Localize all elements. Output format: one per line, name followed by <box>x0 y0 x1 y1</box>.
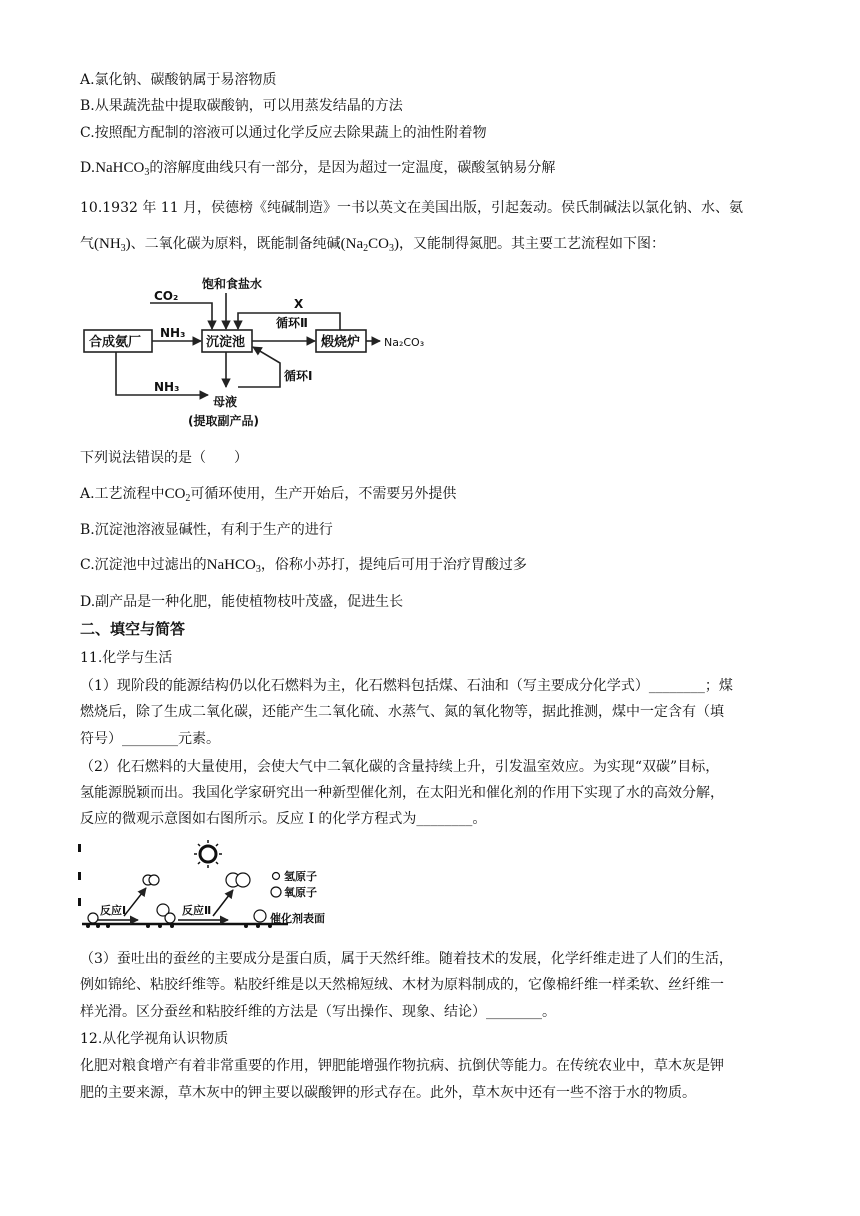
q11-p3-line3: 样光滑。区分蚕丝和粘胶纤维的方法是（写出操作、现象、结论）________。 <box>80 1004 556 1020</box>
section-title: 二、填空与简答 <box>80 620 186 638</box>
q11-p2-line1: （2）化石燃料的大量使用，会使大气中二氧化碳的含量持续上升，引发温室效应。为实现“双碳”目标， <box>80 759 720 775</box>
q12-line2: 肥的主要来源，草木灰中的钾主要以碳酸钾的形式存在。此外，草木灰中还有一些不溶于水的物质。 <box>80 1085 696 1101</box>
reaction2-label: 反应Ⅱ <box>182 904 212 917</box>
cycle2-label: 循环Ⅱ <box>276 316 308 330</box>
legend-catalyst-surface: 催化剂表面 <box>270 912 325 925</box>
hydrogen-atom-icon <box>273 873 280 880</box>
nh3-bottom-label: NH₃ <box>154 380 180 394</box>
sun-icon <box>194 840 222 868</box>
q11-p1-line2: 燃烧后，除了生成二氧化碳，还能产生二氧化硫、水蒸气、氮的氧化物等，据此推测，煤中一定含有（填 <box>80 704 724 720</box>
q10-option-a: A.工艺流程中$CO_2$可循环使用，生产开始后，不需要另外提供 <box>80 486 457 504</box>
ammonia-plant-label: 合成氨厂 <box>89 335 142 350</box>
q9-option-d: D.NaHCO$_3$的溶解度曲线只有一部分，是因为超过一定温度，碳酸氢钠易分解 <box>80 160 556 178</box>
q10-option-d: D.副产品是一种化肥，能使植物枝叶茂盛，促进生长 <box>80 594 404 610</box>
nh3-top-label: NH₃ <box>160 326 186 340</box>
mother-liquor-label: 母液 <box>213 395 238 409</box>
process-flow-diagram <box>80 275 440 435</box>
q9-option-a: A.氯化钠、碳酸钠属于易溶物质 <box>80 72 277 88</box>
precipitation-tank-label: 沉淀池 <box>206 335 246 350</box>
by-product-label: (提取副产品) <box>188 414 259 428</box>
q10-question: 下列说法错误的是（ ） <box>80 450 248 466</box>
q10-option-b: B.沉淀池溶液显碱性，有利于生产的进行 <box>80 522 333 538</box>
x-label: X <box>294 297 304 311</box>
q9-option-b: B.从果蔬洗盐中提取碳酸钠，可以用蒸发结晶的方法 <box>80 98 403 114</box>
brine-label: 饱和食盐水 <box>202 277 263 291</box>
q9-option-c: C.按照配方配制的溶液可以通过化学反应去除果蔬上的油性附着物 <box>80 125 487 141</box>
co2-label: CO₂ <box>154 289 179 303</box>
q11-p2-line2: 氢能源脱颖而出。我国化学家研究出一种新型催化剂，在太阳光和催化剂的作用下实现了水的高效分解， <box>80 785 724 801</box>
reaction1-label: 反应Ⅰ <box>100 904 127 917</box>
q11-p1-line3: 符号）________元素。 <box>80 731 220 747</box>
q12-title: 12.从化学视角认识物质 <box>80 1031 229 1047</box>
q10-option-c: C.沉淀池中过滤出的NaHCO$_3$，俗称小苏打，提纯后可用于治疗胃酸过多 <box>80 557 527 575</box>
legend-hydrogen: 氢原子 <box>284 870 317 883</box>
q10-stem-line1: 10.1932 年 11 月，侯德榜《纯碱制造》一书以英文在美国出版，引起轰动。侯氏制碱法以氯化钠、水、氨 <box>80 200 744 216</box>
furnace-label: 煅烧炉 <box>321 335 361 350</box>
reaction-micro-diagram <box>78 836 338 942</box>
q11-p3-line1: （3）蚕吐出的蚕丝的主要成分是蛋白质，属于天然纤维。随着技术的发展，化学纤维走进了人们的生活， <box>80 951 733 967</box>
legend <box>270 869 325 925</box>
q12-line1: 化肥对粮食增产有着非常重要的作用，钾肥能增强作物抗病、抗倒伏等能力。在传统农业中，草木灰是钾 <box>80 1058 724 1074</box>
oxygen-atom-icon <box>271 887 281 897</box>
q11-p2-line3: 反应的微观示意图如右图所示。反应 I 的化学方程式为________。 <box>80 811 487 827</box>
q11-title: 11.化学与生活 <box>80 650 173 666</box>
q11-p3-line2: 例如锦纶、粘胶纤维等。粘胶纤维是以天然棉短绒、木材为原料制成的，它像棉纤维一样柔软、丝纤维一 <box>80 977 724 993</box>
legend-oxygen: 氧原子 <box>284 886 317 899</box>
product-label: Na₂CO₃ <box>384 336 425 349</box>
q11-p1-line1: （1）现阶段的能源结构仍以化石燃料为主，化石燃料包括煤、石油和（写主要成分化学式）________；煤 <box>80 678 733 694</box>
q10-stem-line2: 气$(NH_3)$、二氧化碳为原料，既能制备纯碱$(Na_2CO_3)$，又能制得氮肥。其主要工艺流程如下图： <box>80 236 666 254</box>
cycle1-label: 循环Ⅰ <box>284 369 313 383</box>
